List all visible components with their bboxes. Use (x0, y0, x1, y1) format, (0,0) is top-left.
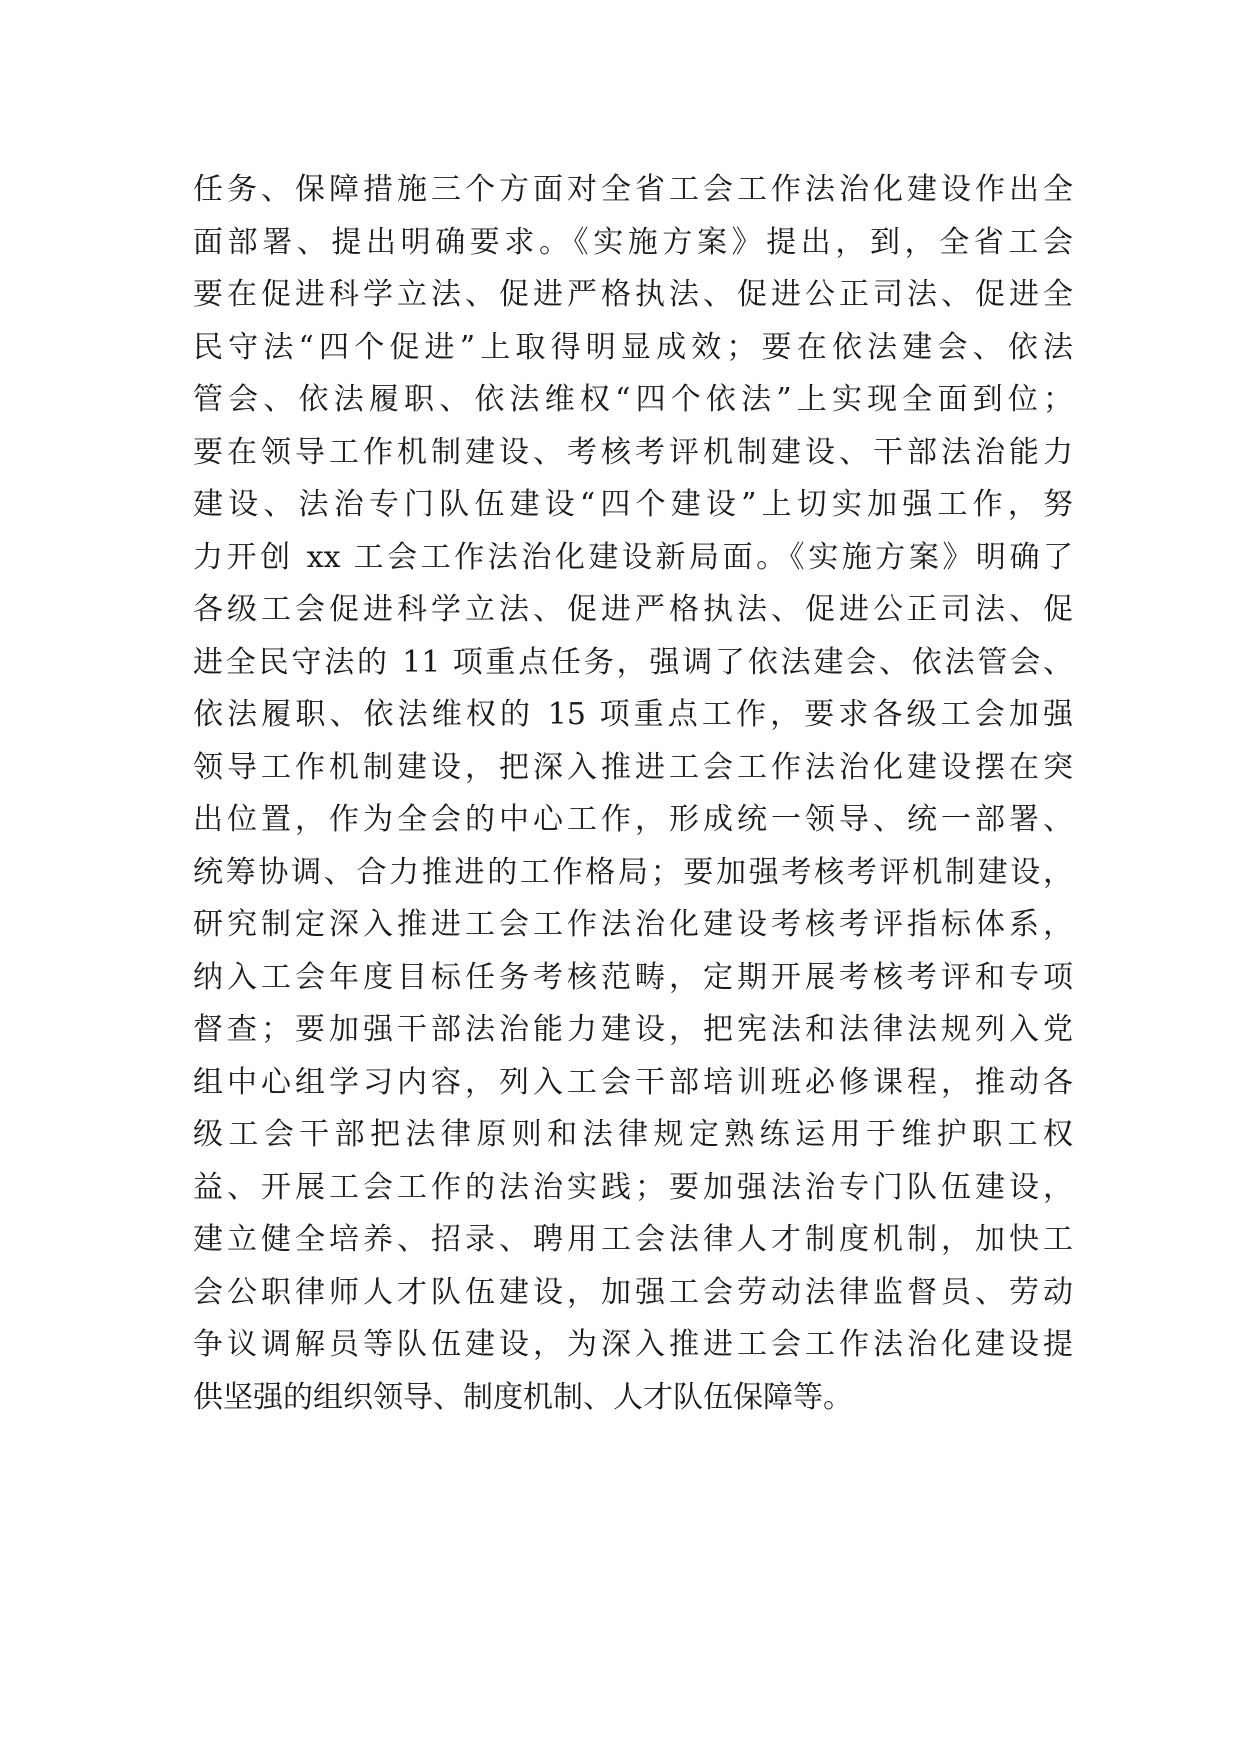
text-line: 民守法“四个促进”上取得明显成效；要在依法建会、依法 (193, 329, 1073, 365)
text-line: 组中心组学习内容，列入工会干部培训班必修课程，推动各 (193, 1064, 1073, 1100)
text-line: 管会、依法履职、依法维权“四个依法”上实现全面到位； (193, 382, 1073, 417)
text-line: 研究制定深入推进工会工作法治化建设考核考评指标体系， (193, 907, 1073, 942)
text-line: 领导工作机制建设，把深入推进工会工作法治化建设摆在突 (193, 749, 1073, 785)
body-paragraph (193, 164, 1073, 1424)
text-line: 力开创 xx 工会工作法治化建设新局面。《实施方案》明确了 (193, 539, 1073, 575)
text-line: 面部署、提出明确要求。《实施方案》提出，到，全省工会 (193, 224, 1073, 260)
text-line: 督查；要加强干部法治能力建设，把宪法和法律法规列入党 (193, 1012, 1073, 1047)
text-line: 建立健全培养、招录、聘用工会法律人才制度机制，加快工 (193, 1222, 1073, 1257)
text-line: 要在领导工作机制建设、考核考评机制建设、干部法治能力 (193, 434, 1073, 470)
text-line: 要在促进科学立法、促进严格执法、促进公正司法、促进全 (193, 277, 1073, 312)
text-line: 益、开展工会工作的法治实践；要加强法治专门队伍建设， (193, 1169, 1073, 1205)
text-line: 争议调解员等队伍建设，为深入推进工会工作法治化建设提 (193, 1327, 1073, 1362)
text-line: 进全民守法的 11 项重点任务，强调了依法建会、依法管会、 (193, 644, 1073, 680)
text-line: 建设、法治专门队伍建设“四个建设”上切实加强工作，努 (193, 487, 1073, 522)
text-line: 纳入工会年度目标任务考核范畴，定期开展考核考评和专项 (193, 959, 1073, 995)
text-line-last: 供坚强的组织领导、制度机制、人才队伍保障等。 (193, 1379, 853, 1415)
text-line: 会公职律师人才队伍建设，加强工会劳动法律监督员、劳动 (193, 1274, 1073, 1310)
text-line: 统筹协调、合力推进的工作格局；要加强考核考评机制建设， (193, 854, 1073, 890)
text-line: 依法履职、依法维权的 15 项重点工作，要求各级工会加强 (193, 697, 1073, 732)
text-line: 任务、保障措施三个方面对全省工会工作法治化建设作出全 (193, 172, 1073, 207)
text-line: 出位置，作为全会的中心工作，形成统一领导、统一部署、 (193, 802, 1073, 837)
text-line: 级工会干部把法律原则和法律规定熟练运用于维护职工权 (193, 1117, 1073, 1152)
text-line: 各级工会促进科学立法、促进严格执法、促进公正司法、促 (193, 592, 1073, 627)
